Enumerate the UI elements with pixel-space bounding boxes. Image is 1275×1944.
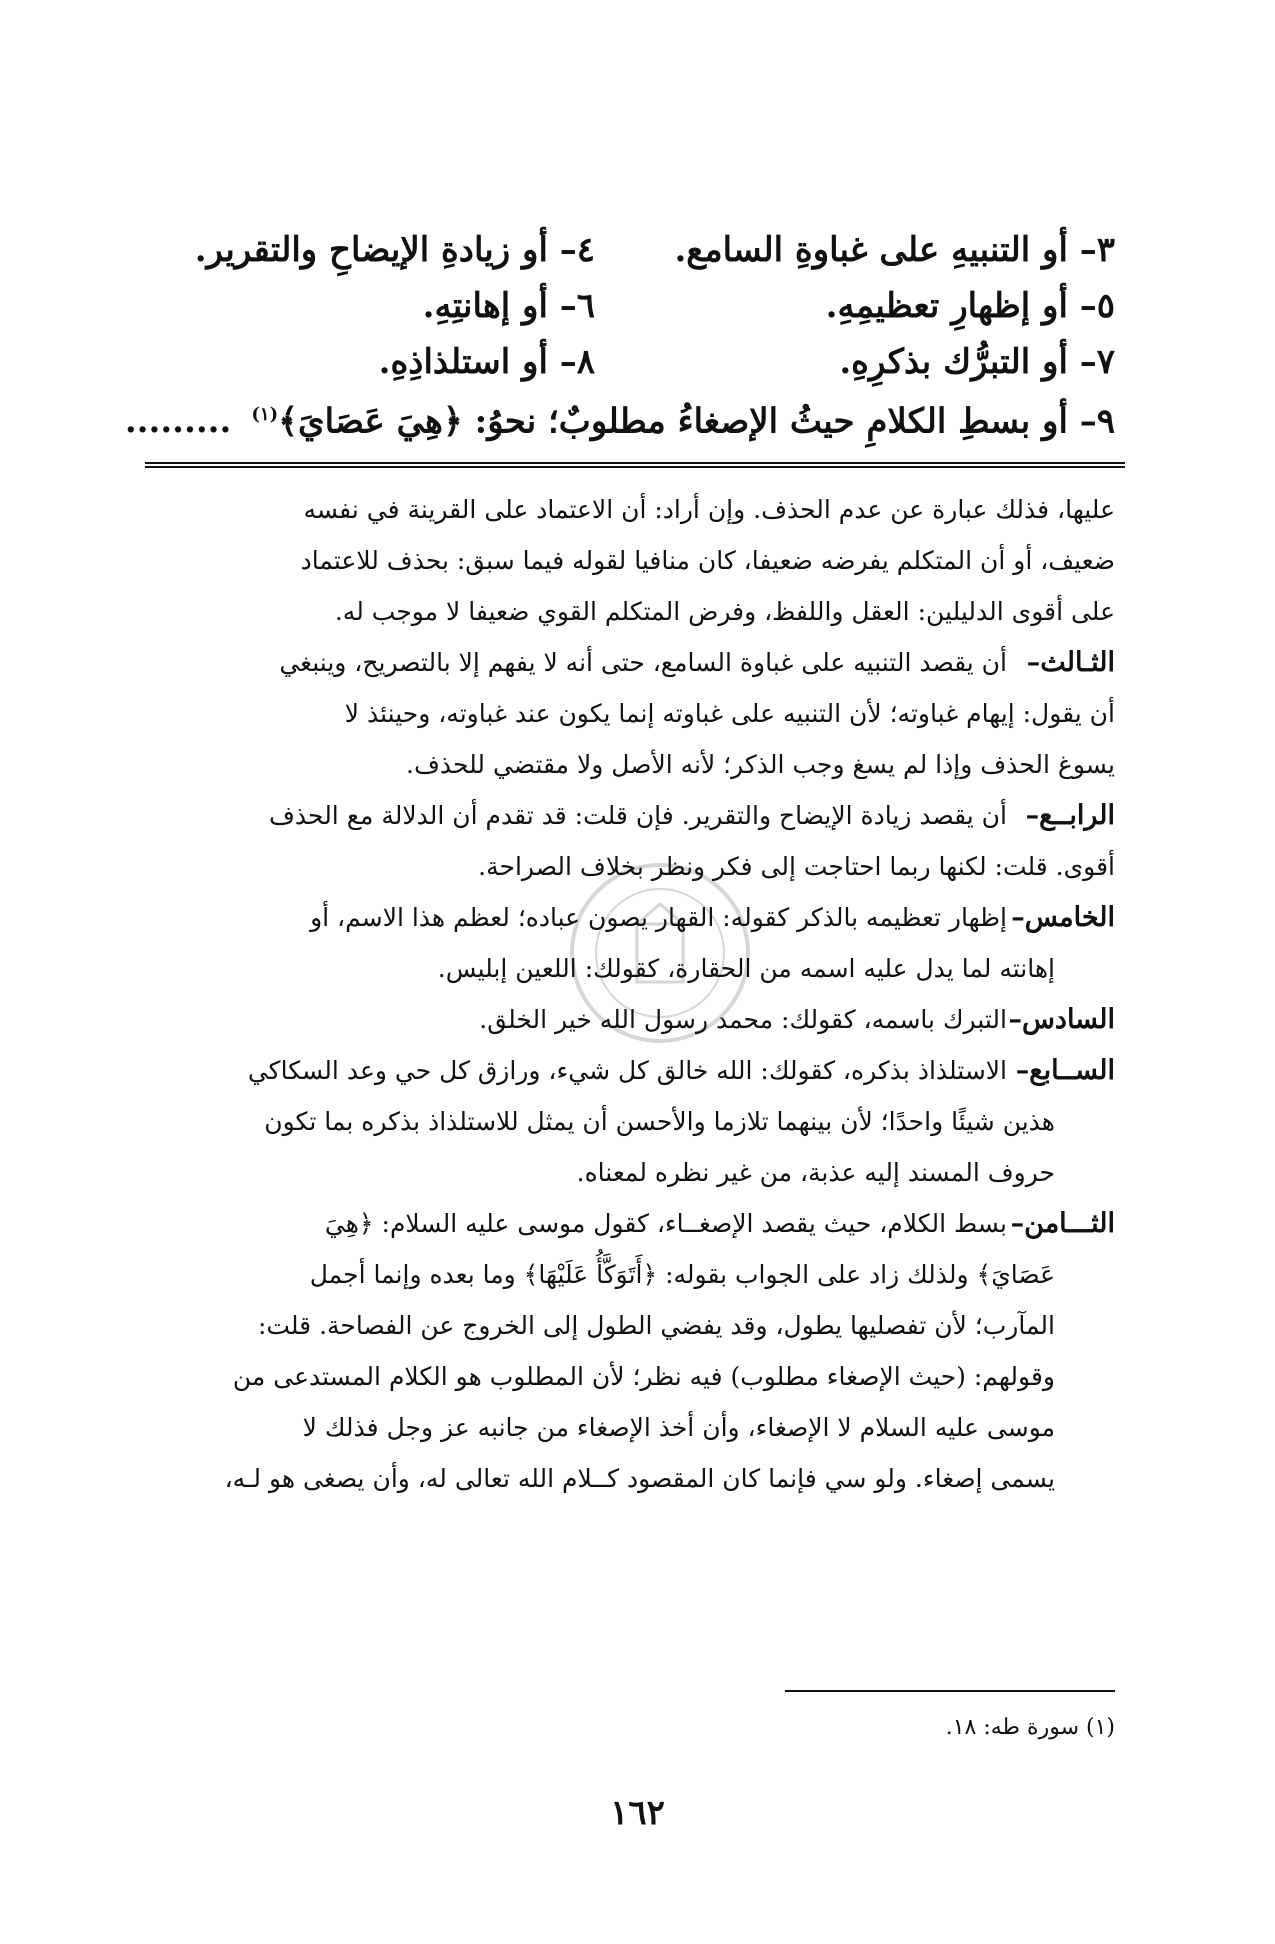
text-line: موسى عليه السلام لا الإصغاء، وأن أخذ الإصغاء من جانبه عز وجل فذلك لا — [302, 1413, 1055, 1442]
text-line: إهانته لما يدل عليه اسمه من الحقارة، كقولك: اللعين إبليس. — [437, 954, 1055, 983]
matn-item: ٧– أو التبرُّك بذكرِهِ. — [839, 342, 1115, 382]
text-line: إظهار تعظيمه بالذكر كقوله: القهار يصون عباده؛ لعظم هذا الاسم، أو — [310, 903, 1007, 932]
matn-row — [155, 278, 1115, 334]
text-line: على أقوى الدليلين: العقل واللفظ، وفرض المتكلم القوي ضعيفا لا موجب له. — [334, 597, 1115, 626]
paragraph-seventh — [155, 1045, 1115, 1096]
paragraph-heading: السادس– — [1008, 1004, 1115, 1035]
paragraph-heading: الرابــع– — [1025, 800, 1115, 831]
text-line: عليها، فذلك عبارة عن عدم الحذف. وإن أراد: أن الاعتماد على القرينة في نفسه — [303, 495, 1115, 524]
text-line: بسط الكلام، حيث يقصد الإصغــاء، كقول موسى عليه السلام: ﴿هِيَ — [324, 1209, 1007, 1238]
matn-item: ٨– أو استلذاذِهِ. — [378, 342, 595, 382]
text-line: حروف المسند إليه عذبة، من غير نظره لمعناه. — [576, 1158, 1055, 1187]
matn-item: ٤– أو زيادةِ الإيضاحِ والتقرير. — [194, 230, 595, 270]
text-line: وقولهم: (حيث الإصغاء مطلوب) فيه نظر؛ لأن المطلوب هو الكلام المستدعى من — [232, 1362, 1055, 1391]
text-line: أقوى. قلت: لكنها ربما احتاجت إلى فكر ونظر بخلاف الصراحة. — [478, 852, 1115, 881]
footnote: (١) سورة طه: ١٨. — [945, 1715, 1115, 1740]
matn-row — [124, 390, 1115, 446]
text-line: الاستلذاذ بذكره، كقولك: الله خالق كل شيء، ورازق كل حي وعد السكاكي — [247, 1056, 1007, 1085]
paragraph-heading: الخامس– — [1011, 902, 1115, 933]
text-line: يسمى إصغاء. ولو سي فإنما كان المقصود كــلام الله تعالى له، وأن يصغى هو لـه، — [224, 1464, 1055, 1493]
matn-row — [155, 222, 1115, 278]
page-number: ١٦٢ — [610, 1793, 665, 1833]
text-line: يسوغ الحذف وإذا لم يسغ وجب الذكر؛ لأنه الأصل ولا مقتضي للحذف. — [406, 750, 1115, 779]
text-line: عَصَايَ﴾ ولذلك زاد على الجواب بقوله: ﴿أَتَوَكَّأُ عَلَيْهَا﴾ وما بعده وإنما أجمل — [309, 1260, 1055, 1289]
footnote-divider — [785, 1690, 1115, 1692]
text-line: التبرك باسمه، كقولك: محمد رسول الله خير الخلق. — [479, 1005, 1007, 1034]
library-stamp-watermark — [565, 858, 755, 1048]
paragraph-heading: الثـالث– — [1026, 647, 1115, 678]
paragraph-third — [155, 637, 1115, 688]
paragraph-heading: الســابع– — [1015, 1055, 1115, 1086]
ellipsis: ......... — [124, 401, 232, 442]
matn-row — [155, 334, 1115, 390]
paragraph-fourth — [155, 790, 1115, 841]
text-line: هذين شيئًا واحدًا؛ لأن بينهما تلازما والأحسن أن يمثل للاستلذاذ بذكره بما تكون — [264, 1107, 1055, 1136]
matn-list — [124, 222, 1115, 446]
text-line: أن يقصد زيادة الإيضاح والتقرير. فإن قلت: قد تقدم أن الدلالة مع الحذف — [269, 801, 1007, 830]
text-line: أن يقول: إيهام غباوته؛ لأن التنبيه على غباوته إنما يكون عند غباوته، وحينئذ لا — [344, 699, 1115, 728]
paragraph-eighth — [155, 1198, 1115, 1249]
section-divider — [145, 462, 1125, 468]
matn-item: ٥– أو إظهارِ تعظيمِهِ. — [825, 286, 1115, 326]
paragraph-heading: الثـــامن– — [1010, 1208, 1115, 1239]
text-line: ضعيف، أو أن المتكلم يفرضه ضعيفا، كان منافيا لقوله فيما سبق: بحذف للاعتماد — [300, 546, 1115, 575]
matn-item — [124, 387, 1115, 449]
footnote-ref: (١) — [251, 403, 279, 425]
text-line: أن يقصد التنبيه على غباوة السامع، حتى أنه لا يفهم إلا بالتصريح، وينبغي — [279, 648, 1007, 677]
text-line: المآرب؛ لأن تفصليها يطول، وقد يفضي الطول إلى الخروج عن الفصاحة. قلت: — [257, 1311, 1055, 1340]
matn-item-text: ٩– أو بسطِ الكلامِ حيثُ الإصغاءُ مطلوبٌ؛ نحوُ: ﴿هِيَ عَصَايَ﴾ — [278, 401, 1115, 442]
matn-item: ٦– أو إهانتِهِ. — [422, 286, 595, 326]
matn-item: ٣– أو التنبيهِ على غباوةِ السامع. — [674, 230, 1115, 270]
